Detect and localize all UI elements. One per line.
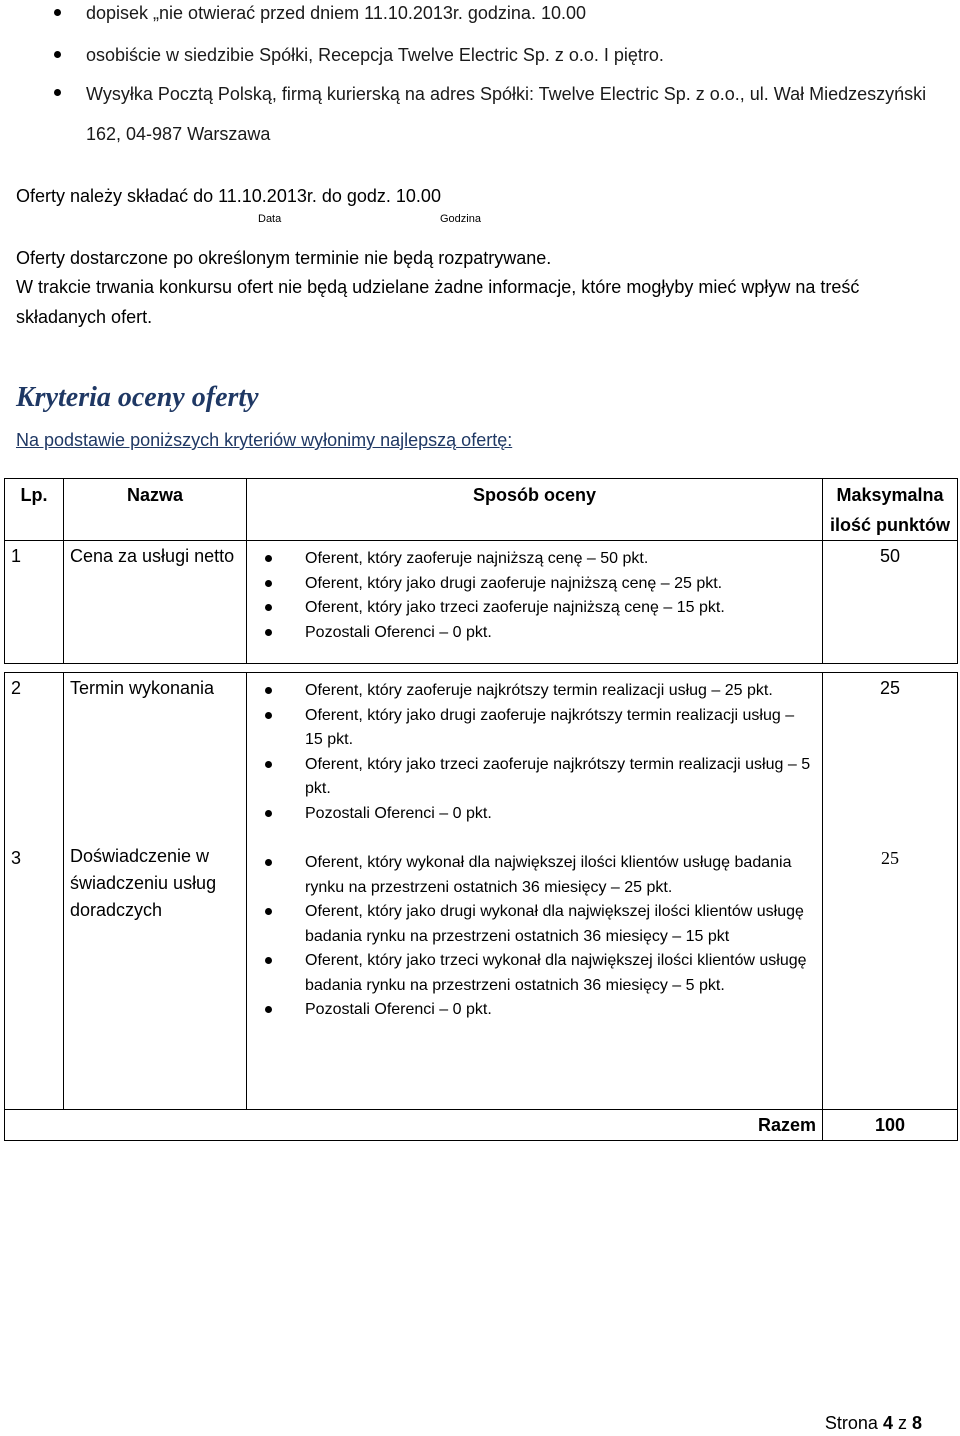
list-item: Oferent, który jako drugi zaoferuje najkrótszy termin realizacji usług – 15 pkt. — [305, 704, 816, 753]
list-item: Oferent, który jako trzeci wykonał dla największej ilości klientów usługę badania rynku na przestrzeni ostatnich 36 miesięcy – 5 pkt. — [305, 949, 816, 998]
list-item: Pozostali Oferenci – 0 pkt. — [305, 621, 816, 646]
list-item: Oferent, który zaoferuje najniższą cenę – 50 pkt. — [305, 547, 816, 572]
criterion-points: 25 — [823, 843, 958, 1110]
criterion-name: Termin wykonania — [64, 673, 247, 844]
criterion-method — [247, 541, 823, 664]
header-name: Nazwa — [64, 479, 247, 541]
table-row — [5, 673, 958, 844]
section-title: Kryteria oceny oferty — [16, 382, 259, 413]
criteria-table — [4, 478, 958, 1141]
list-item: Oferent, który wykonał dla największej ilości klientów usługę badania rynku na przestrzeni ostatnich 36 miesięcy – 25 pkt. — [305, 851, 816, 900]
criterion-points: 25 — [823, 673, 958, 844]
header-lp: Lp. — [5, 479, 64, 541]
list-item: Pozostali Oferenci – 0 pkt. — [305, 802, 816, 827]
date-label: Data — [258, 213, 282, 225]
total-pages: 8 — [911, 1413, 922, 1433]
hour-label: Godzina — [440, 213, 481, 225]
row-number: 1 — [5, 541, 64, 664]
criterion-name: Doświadczenie w świadczeniu usług doradczych — [64, 843, 247, 1110]
list-item: Oferent, który zaoferuje najkrótszy termin realizacji usług – 25 pkt. — [305, 679, 816, 704]
total-value: 100 — [823, 1110, 958, 1141]
page-number — [825, 1413, 922, 1434]
criterion-method — [247, 843, 823, 1110]
row-spacer — [5, 664, 958, 673]
page-separator: z — [897, 1413, 907, 1433]
list-item: Wysyłka Pocztą Polską, firmą kurierską na adres Spółki: Twelve Electric Sp. z o.o., ul. Wał Miedzeszyński 162, 04-987 Warszawa — [40, 74, 936, 154]
list-item: Oferent, który jako drugi wykonał dla największej ilości klientów usługę badania rynku na przestrzeni ostatnich 36 miesięcy – 15 pkt — [305, 900, 816, 949]
deadline-text: Oferty należy składać do 11.10.2013r. do godz. 10.00 — [16, 186, 441, 206]
submission-methods-list — [40, 0, 940, 154]
table-row — [5, 843, 958, 1110]
list-item: osobiście w siedzibie Spółki, Recepcja Twelve Electric Sp. z o.o. I piętro. — [40, 36, 940, 74]
criterion-method — [247, 673, 823, 844]
list-item: Oferent, który jako drugi zaoferuje najniższą cenę – 25 pkt. — [305, 572, 816, 597]
row-number: 2 — [5, 673, 64, 844]
late-offers-note: Oferty dostarczone po określonym terminie nie będą rozpatrywane. — [16, 248, 552, 268]
table-row — [5, 541, 958, 664]
total-row — [5, 1110, 958, 1141]
list-item: Oferent, który jako trzeci zaoferuje najkrótszy termin realizacji usług – 5 pkt. — [305, 753, 816, 802]
section-subtitle: Na podstawie poniższych kryteriów wyłonimy najlepszą ofertę: — [16, 430, 513, 450]
page-prefix: Strona — [824, 1413, 878, 1433]
row-number: 3 — [5, 843, 64, 1110]
header-max-points: Maksymalna ilość punktów — [823, 479, 958, 541]
list-item: dopisek „nie otwierać przed dniem 11.10.2013r. godzina. 10.00 — [40, 0, 940, 32]
total-label: Razem — [5, 1110, 823, 1141]
criterion-points: 50 — [823, 541, 958, 664]
list-item: Oferent, który jako trzeci zaoferuje najniższą cenę – 15 pkt. — [305, 596, 816, 621]
table-header-row — [5, 479, 958, 541]
current-page: 4 — [882, 1413, 893, 1433]
list-item: Pozostali Oferenci – 0 pkt. — [305, 998, 816, 1023]
criterion-name: Cena za usługi netto — [64, 541, 247, 664]
header-method: Sposób oceny — [247, 479, 823, 541]
no-info-note: W trakcie trwania konkursu ofert nie będą udzielane żadne informacje, które mogłyby mieć wpływ na treść składanych ofert. — [16, 277, 860, 327]
